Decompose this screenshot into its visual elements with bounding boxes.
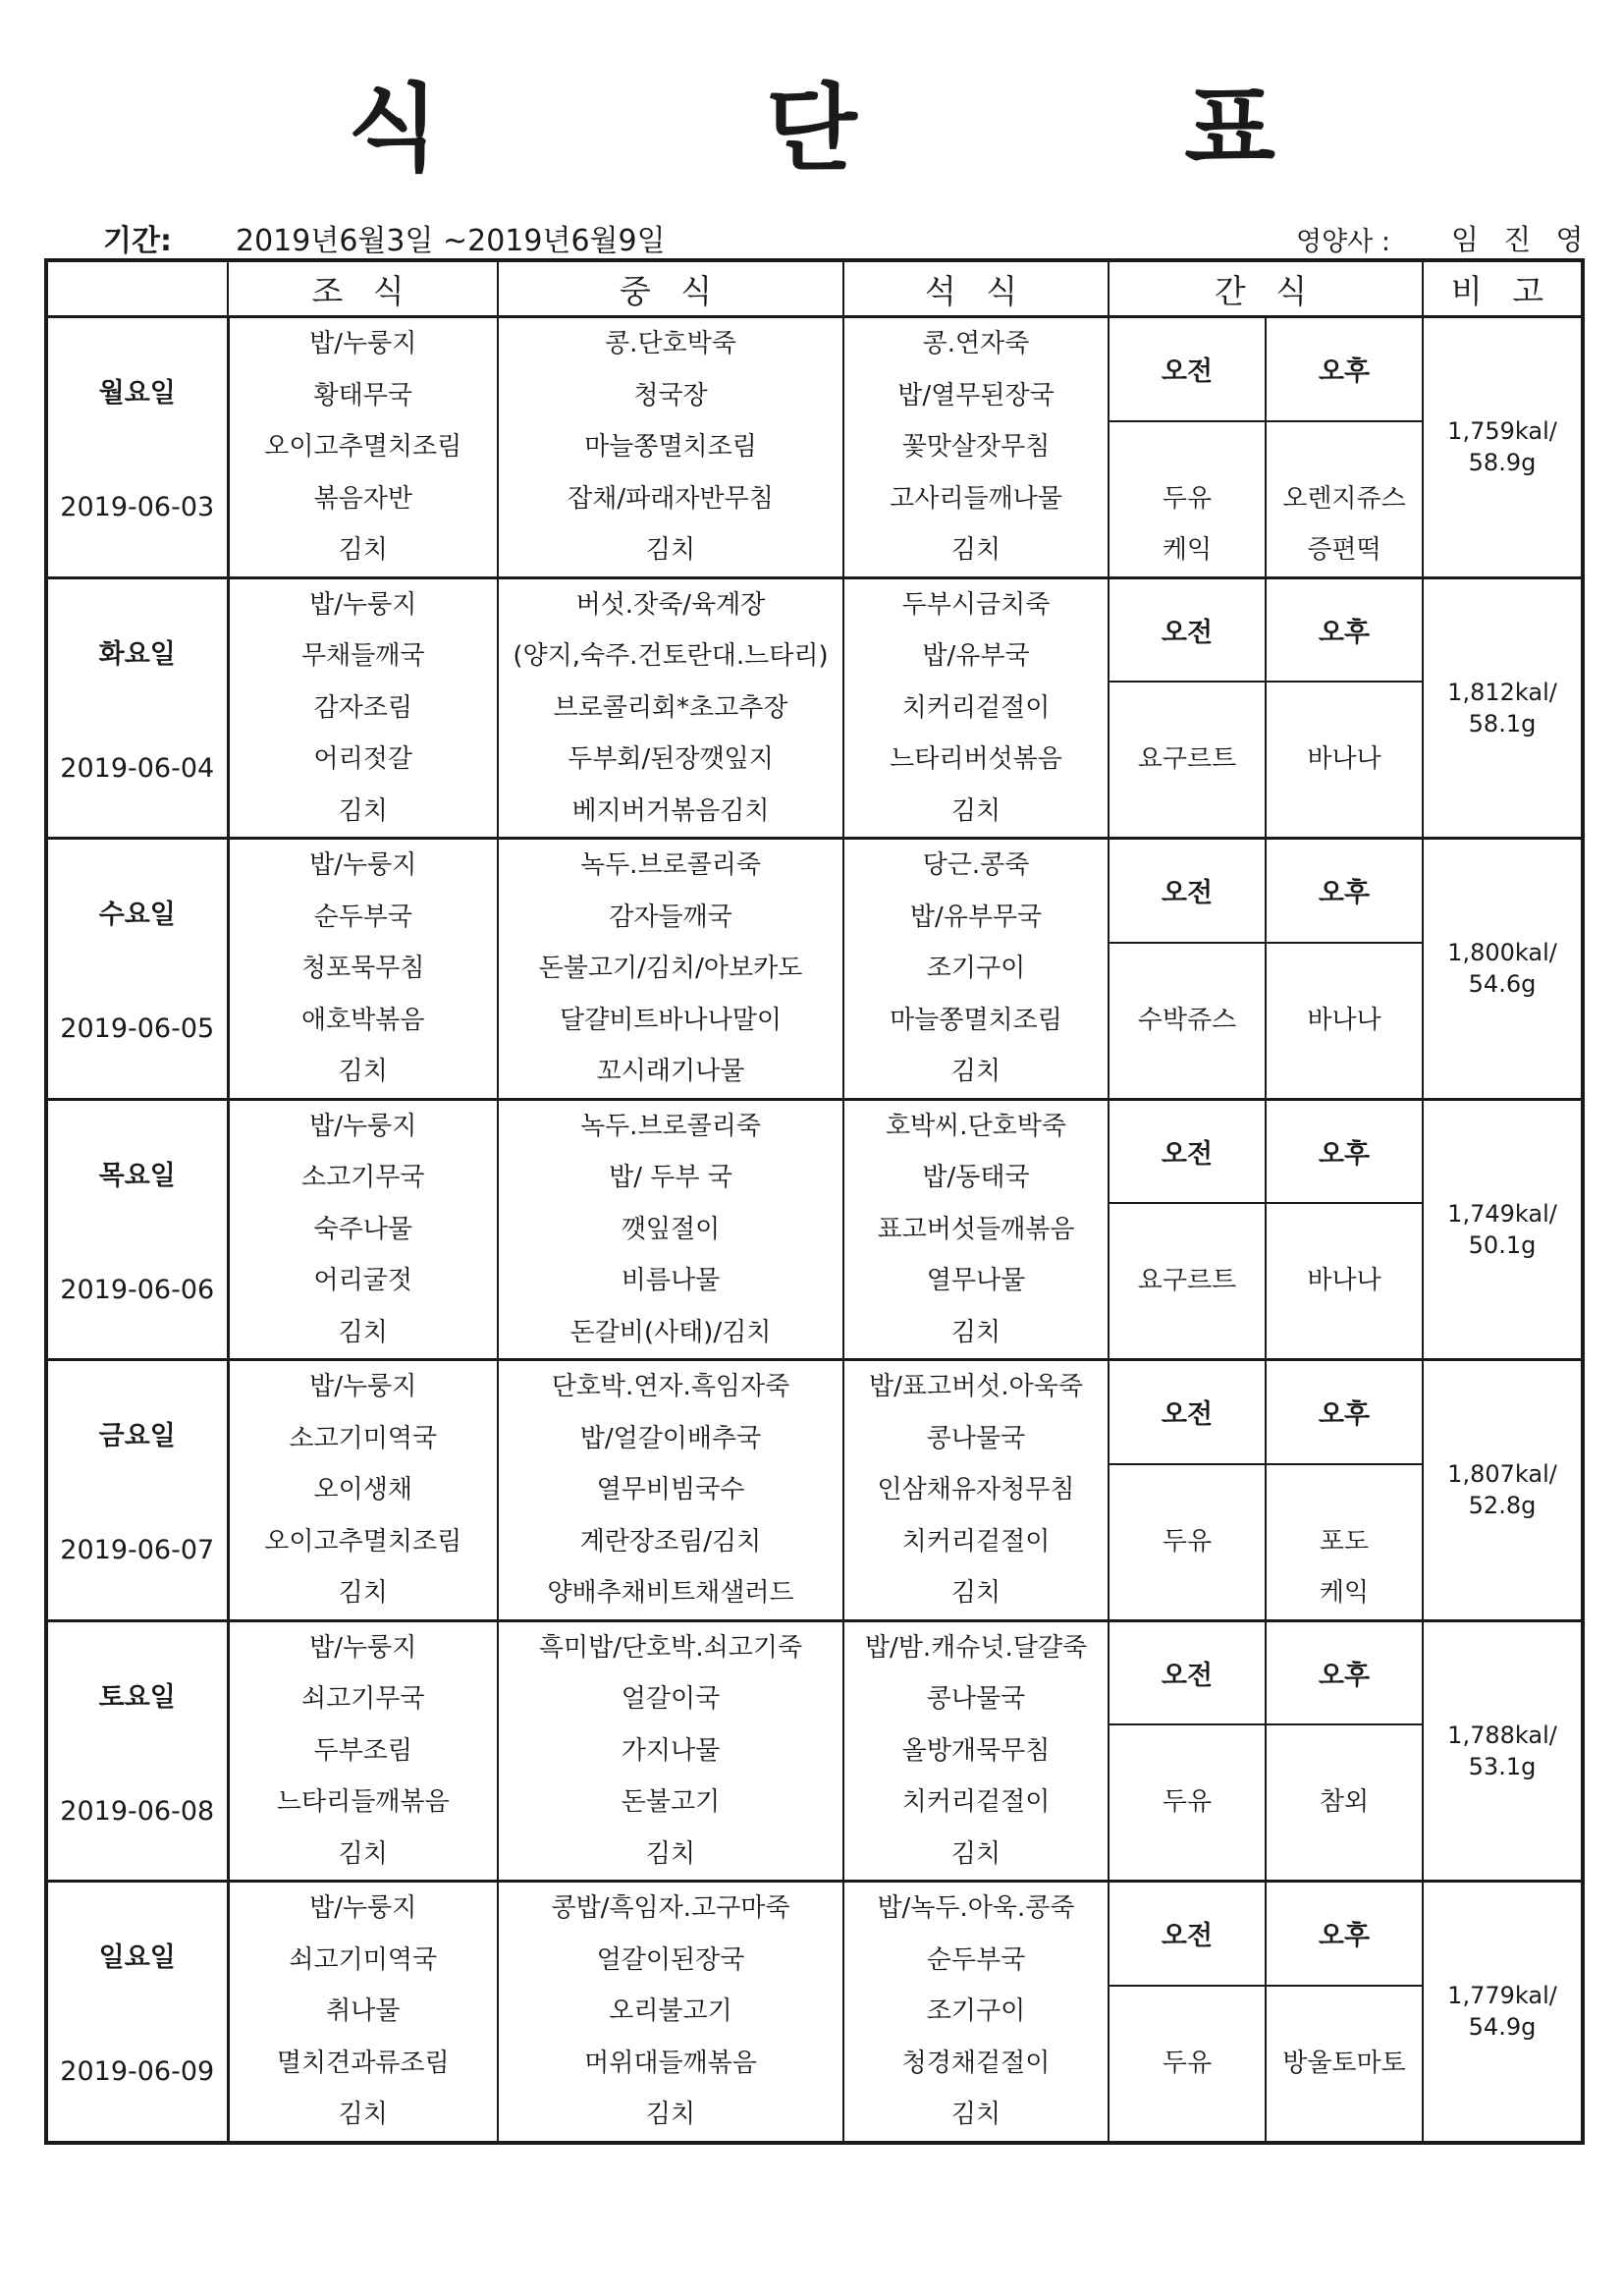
snack-am-header xyxy=(1109,1620,1266,1724)
dinner-dish: 조기구이 xyxy=(926,954,1026,984)
breakfast-dish: 쇠고기미역국 xyxy=(289,1944,438,1975)
snack-am-cell xyxy=(1109,1724,1266,1881)
header-lunch: 중 식 xyxy=(498,260,843,317)
dinner-dish: 당근.콩죽 xyxy=(922,850,1030,881)
dinner-dish: 열무나물 xyxy=(926,1266,1026,1296)
note-protein: 54.9g xyxy=(1468,2013,1537,2042)
snack-pm-item: 참외 xyxy=(1319,1787,1370,1818)
breakfast-dish: 애호박볶음 xyxy=(300,1005,425,1035)
day-name: 토요일 xyxy=(98,1681,176,1713)
lunch-cell xyxy=(498,317,843,578)
menu-table xyxy=(44,258,1585,2145)
header-breakfast: 조 식 xyxy=(228,260,498,317)
lunch-dish: 머위대들깨볶음 xyxy=(584,2048,757,2078)
breakfast-dish: 김치 xyxy=(338,1057,388,1087)
snack-am-item: 요구르트 xyxy=(1137,744,1237,775)
dinner-cell xyxy=(843,839,1109,1100)
lunch-dish: 콩밥/흑임자.고구마죽 xyxy=(551,1893,790,1924)
note-kcal: 1,788kal/ xyxy=(1447,1721,1557,1749)
dinner-dish: 느타리버섯볶음 xyxy=(890,744,1062,775)
snack-am-cell xyxy=(1109,1464,1266,1620)
lunch-dish: 김치 xyxy=(645,1838,696,1869)
dinner-dish: 치커리겉절이 xyxy=(901,1526,1051,1557)
breakfast-dish: 황태무국 xyxy=(313,380,412,410)
breakfast-cell xyxy=(228,839,498,1100)
header-note: 비 고 xyxy=(1423,260,1583,317)
note-protein: 58.1g xyxy=(1468,709,1537,738)
snack-pm-cell xyxy=(1266,1464,1423,1620)
lunch-dish: 돈불고기 xyxy=(621,1787,721,1818)
dinner-dish: 표고버섯들깨볶음 xyxy=(877,1214,1075,1244)
snack-am-label: 오전 xyxy=(1161,1138,1214,1170)
lunch-cell xyxy=(498,1099,843,1360)
snack-pm-cell xyxy=(1266,1203,1423,1359)
breakfast-cell xyxy=(228,1360,498,1621)
breakfast-dish: 두부조림 xyxy=(313,1735,412,1766)
lunch-dish: 밥/ 두부 국 xyxy=(609,1163,732,1193)
breakfast-dish: 김치 xyxy=(338,1317,388,1347)
lunch-dish: (양지,숙주.건토란대.느타리) xyxy=(513,641,829,672)
snack-pm-item: 오렌지쥬스 xyxy=(1282,483,1406,514)
day-name: 수요일 xyxy=(98,900,176,931)
snack-am-label: 오전 xyxy=(1161,1921,1214,1952)
dinner-dish: 밥/유부국 xyxy=(922,641,1030,672)
note-cell xyxy=(1423,317,1583,578)
day-date: 2019-06-07 xyxy=(60,1535,215,1566)
snack-pm-label: 오후 xyxy=(1318,1921,1371,1952)
snack-am-cell xyxy=(1109,943,1266,1099)
dinner-dish: 호박씨.단호박죽 xyxy=(885,1111,1067,1141)
lunch-dish: 청국장 xyxy=(633,380,708,410)
snack-am-cell xyxy=(1109,1203,1266,1359)
note-kcal: 1,749kal/ xyxy=(1447,1199,1557,1228)
dinner-dish: 두부시금치죽 xyxy=(901,589,1051,620)
day-date: 2019-06-04 xyxy=(60,752,215,784)
dinner-dish: 밥/열무된장국 xyxy=(897,380,1055,410)
snack-am-cell xyxy=(1109,1986,1266,2143)
snack-am-header xyxy=(1109,317,1266,421)
dinner-dish: 조기구이 xyxy=(926,1996,1026,2027)
day-name: 월요일 xyxy=(98,378,176,410)
breakfast-dish: 어리젓갈 xyxy=(313,744,412,775)
breakfast-dish: 밥/누룽지 xyxy=(309,329,417,359)
snack-pm-header xyxy=(1266,1360,1423,1464)
dinner-cell xyxy=(843,1360,1109,1621)
header-snack: 간 식 xyxy=(1109,260,1423,317)
breakfast-dish: 쇠고기무국 xyxy=(300,1684,425,1715)
dinner-dish: 콩.연자죽 xyxy=(922,329,1030,359)
note-cell xyxy=(1423,1882,1583,2143)
snack-pm-header xyxy=(1266,1882,1423,1986)
snack-pm-label: 오후 xyxy=(1318,1660,1371,1691)
dinner-dish: 청경채겉절이 xyxy=(901,2048,1051,2078)
snack-pm-item: 바나나 xyxy=(1307,1266,1381,1296)
breakfast-dish: 오이생채 xyxy=(313,1475,412,1505)
breakfast-dish: 밥/누룽지 xyxy=(309,1372,417,1402)
snack-pm-cell xyxy=(1266,943,1423,1099)
dinner-dish: 김치 xyxy=(950,795,1001,826)
lunch-dish: 버섯.잣죽/육계장 xyxy=(575,589,766,620)
dinner-dish: 고사리들깨나물 xyxy=(890,483,1062,514)
snack-am-header xyxy=(1109,577,1266,682)
dinner-dish: 밥/유부무국 xyxy=(909,902,1043,932)
day-date: 2019-06-08 xyxy=(60,1795,215,1827)
breakfast-dish: 밥/누룽지 xyxy=(309,1893,417,1924)
snack-am-header xyxy=(1109,1882,1266,1986)
period-value: 2019년6월3일 ~2019년6월9일 xyxy=(236,224,666,258)
day-cell xyxy=(46,1360,228,1621)
lunch-dish: 녹두.브로콜리죽 xyxy=(579,1111,762,1141)
dinner-dish: 콩나물국 xyxy=(926,1684,1026,1715)
breakfast-dish: 김치 xyxy=(338,795,388,826)
breakfast-dish: 오이고추멸치조림 xyxy=(264,432,462,463)
snack-am-label: 오전 xyxy=(1161,1660,1214,1691)
header-row xyxy=(46,260,1583,317)
lunch-dish: 비름나물 xyxy=(621,1266,721,1296)
snack-am-label: 오전 xyxy=(1161,617,1214,648)
note-protein: 50.1g xyxy=(1468,1230,1537,1259)
lunch-dish: 잡채/파래자반무침 xyxy=(568,483,774,514)
note-kcal: 1,800kal/ xyxy=(1447,939,1557,967)
dinner-dish: 콩나물국 xyxy=(926,1423,1026,1453)
snack-pm-header xyxy=(1266,1620,1423,1724)
breakfast-dish: 밥/누룽지 xyxy=(309,850,417,881)
snack-am-label: 오전 xyxy=(1161,1399,1214,1431)
snack-pm-label: 오후 xyxy=(1318,1399,1371,1431)
snack-am-item: 수박쥬스 xyxy=(1137,1005,1237,1035)
snack-am-item: 두유 xyxy=(1162,1526,1213,1557)
dinner-dish: 인삼채유자청무침 xyxy=(877,1475,1075,1505)
snack-pm-header xyxy=(1266,1099,1423,1203)
lunch-dish: 베지버거볶음김치 xyxy=(571,795,770,826)
breakfast-dish: 숙주나물 xyxy=(313,1214,412,1244)
day-cell xyxy=(46,1620,228,1882)
dinner-dish: 밥/동태국 xyxy=(922,1163,1030,1193)
day-block xyxy=(46,1620,1583,1882)
snack-pm-item: 증편떡 xyxy=(1307,535,1381,566)
day-date: 2019-06-03 xyxy=(60,492,215,523)
note-protein: 54.6g xyxy=(1468,970,1537,999)
breakfast-dish: 김치 xyxy=(338,1838,388,1869)
dinner-dish: 꽃맛살잣무침 xyxy=(901,432,1051,463)
lunch-cell xyxy=(498,839,843,1100)
day-cell xyxy=(46,317,228,578)
snack-am-cell xyxy=(1109,421,1266,577)
day-block xyxy=(46,317,1583,578)
breakfast-cell xyxy=(228,1882,498,2143)
snack-am-header xyxy=(1109,839,1266,943)
snack-am-item: 두유 xyxy=(1162,1787,1213,1818)
lunch-dish: 돈갈비(사태)/김치 xyxy=(569,1317,772,1347)
dinner-dish: 김치 xyxy=(950,1578,1001,1609)
breakfast-dish: 감자조림 xyxy=(313,692,412,723)
lunch-dish: 돈불고기/김치/아보카도 xyxy=(538,954,803,984)
dinner-dish: 올방개묵무침 xyxy=(901,1735,1051,1766)
day-block xyxy=(46,1882,1583,2143)
breakfast-dish: 오이고추멸치조림 xyxy=(264,1526,462,1557)
snack-pm-item: 바나나 xyxy=(1307,1005,1381,1035)
breakfast-cell xyxy=(228,317,498,578)
note-protein: 52.8g xyxy=(1468,1492,1537,1520)
note-kcal: 1,812kal/ xyxy=(1447,678,1557,706)
lunch-dish: 양배추채비트채샐러드 xyxy=(547,1578,794,1609)
day-cell xyxy=(46,1882,228,2143)
day-block xyxy=(46,1360,1583,1621)
lunch-dish: 밥/얼갈이배추국 xyxy=(579,1423,762,1453)
lunch-dish: 감자들깨국 xyxy=(609,902,732,932)
breakfast-dish: 순두부국 xyxy=(313,902,412,932)
day-block xyxy=(46,577,1583,839)
header-day xyxy=(46,260,228,317)
dinner-dish: 순두부국 xyxy=(926,1944,1026,1975)
day-name: 금요일 xyxy=(98,1421,176,1452)
snack-am-item: 두유 xyxy=(1162,2048,1213,2078)
snack-am-item: 요구르트 xyxy=(1137,1266,1237,1296)
note-cell xyxy=(1423,577,1583,839)
snack-am-header xyxy=(1109,1360,1266,1464)
day-date: 2019-06-05 xyxy=(60,1013,215,1045)
snack-pm-cell xyxy=(1266,1986,1423,2143)
note-cell xyxy=(1423,1620,1583,1882)
breakfast-dish: 김치 xyxy=(338,1578,388,1609)
day-name: 목요일 xyxy=(98,1160,176,1191)
snack-pm-label: 오후 xyxy=(1318,1138,1371,1170)
lunch-cell xyxy=(498,1360,843,1621)
dinner-cell xyxy=(843,317,1109,578)
day-date: 2019-06-06 xyxy=(60,1274,215,1305)
lunch-dish: 깻잎절이 xyxy=(621,1214,721,1244)
lunch-dish: 콩.단호박죽 xyxy=(605,329,736,359)
breakfast-dish: 멸치견과류조림 xyxy=(276,2048,450,2078)
snack-pm-item: 케익 xyxy=(1319,1578,1370,1609)
dinner-dish: 치커리겉절이 xyxy=(901,692,1051,723)
dinner-dish: 밥/녹두.아욱.콩죽 xyxy=(877,1893,1075,1924)
snack-am-item: 케익 xyxy=(1162,535,1213,566)
snack-pm-cell xyxy=(1266,421,1423,577)
day-block xyxy=(46,839,1583,1100)
lunch-dish: 흑미밥/단호박.쇠고기죽 xyxy=(538,1632,803,1663)
breakfast-dish: 밥/누룽지 xyxy=(309,589,417,620)
breakfast-dish: 김치 xyxy=(338,535,388,566)
dinner-dish: 김치 xyxy=(950,1838,1001,1869)
breakfast-dish: 밥/누룽지 xyxy=(309,1632,417,1663)
note-kcal: 1,759kal/ xyxy=(1447,417,1557,446)
dinner-dish: 마늘쫑멸치조림 xyxy=(890,1005,1062,1035)
dietitian-label: 영양사 : xyxy=(1296,227,1390,257)
note-kcal: 1,807kal/ xyxy=(1447,1460,1557,1489)
note-protein: 58.9g xyxy=(1468,449,1537,477)
snack-am-cell xyxy=(1109,682,1266,838)
lunch-cell xyxy=(498,1620,843,1882)
breakfast-dish: 밥/누룽지 xyxy=(309,1111,417,1141)
snack-pm-item: 포도 xyxy=(1319,1526,1370,1557)
breakfast-dish: 김치 xyxy=(338,2100,388,2130)
snack-pm-cell xyxy=(1266,1724,1423,1881)
lunch-dish: 가지나물 xyxy=(621,1735,721,1766)
snack-pm-header xyxy=(1266,317,1423,421)
dinner-dish: 김치 xyxy=(950,2100,1001,2130)
snack-pm-item: 방울토마토 xyxy=(1282,2048,1406,2078)
lunch-dish: 녹두.브로콜리죽 xyxy=(579,850,762,881)
dinner-dish: 밥/표고버섯.아욱죽 xyxy=(869,1372,1083,1402)
dinner-dish: 김치 xyxy=(950,1317,1001,1347)
dinner-dish: 김치 xyxy=(950,535,1001,566)
lunch-dish: 계란장조림/김치 xyxy=(579,1526,762,1557)
breakfast-dish: 소고기미역국 xyxy=(289,1423,438,1453)
breakfast-cell xyxy=(228,577,498,839)
breakfast-dish: 취나물 xyxy=(326,1996,401,2027)
breakfast-dish: 볶음자반 xyxy=(313,483,412,514)
breakfast-cell xyxy=(228,1620,498,1882)
snack-pm-header xyxy=(1266,577,1423,682)
dinner-dish: 김치 xyxy=(950,1057,1001,1087)
breakfast-cell xyxy=(228,1099,498,1360)
lunch-dish: 열무비빔국수 xyxy=(596,1475,745,1505)
lunch-dish: 김치 xyxy=(645,2100,696,2130)
breakfast-dish: 어리굴젓 xyxy=(313,1266,412,1296)
lunch-dish: 얼갈이된장국 xyxy=(596,1944,745,1975)
snack-am-label: 오전 xyxy=(1161,878,1214,909)
day-name: 화요일 xyxy=(98,638,176,670)
period-label: 기간: xyxy=(103,224,172,258)
dinner-cell xyxy=(843,1882,1109,2143)
lunch-dish: 김치 xyxy=(645,535,696,566)
snack-pm-label: 오후 xyxy=(1318,878,1371,909)
lunch-cell xyxy=(498,577,843,839)
note-kcal: 1,779kal/ xyxy=(1447,1982,1557,2010)
snack-am-label: 오전 xyxy=(1161,356,1214,388)
breakfast-dish: 청포묵무침 xyxy=(300,954,425,984)
dietitian-name: 임 진 영 xyxy=(1451,223,1592,256)
note-cell xyxy=(1423,1099,1583,1360)
snack-pm-header xyxy=(1266,839,1423,943)
breakfast-dish: 무채들깨국 xyxy=(300,641,425,672)
dinner-dish: 밥/밤.캐슈넛.달걀죽 xyxy=(864,1632,1088,1663)
day-block xyxy=(46,1099,1583,1360)
note-cell xyxy=(1423,1360,1583,1621)
snack-pm-item: 바나나 xyxy=(1307,744,1381,775)
breakfast-dish: 소고기무국 xyxy=(300,1163,425,1193)
note-protein: 53.1g xyxy=(1468,1752,1537,1780)
lunch-dish: 오리불고기 xyxy=(609,1996,732,2027)
dinner-cell xyxy=(843,577,1109,839)
day-date: 2019-06-09 xyxy=(60,2056,215,2088)
lunch-dish: 달걀비트바나나말이 xyxy=(559,1005,783,1035)
day-cell xyxy=(46,839,228,1100)
lunch-dish: 단호박.연자.흑임자죽 xyxy=(551,1372,790,1402)
dinner-dish: 치커리겉절이 xyxy=(901,1787,1051,1818)
lunch-cell xyxy=(498,1882,843,2143)
snack-pm-cell xyxy=(1266,682,1423,838)
lunch-dish: 마늘쫑멸치조림 xyxy=(584,432,757,463)
dinner-cell xyxy=(843,1099,1109,1360)
day-cell xyxy=(46,577,228,839)
snack-am-item: 두유 xyxy=(1162,483,1213,514)
lunch-dish: 브로콜리회*초고추장 xyxy=(553,692,788,723)
snack-am-header xyxy=(1109,1099,1266,1203)
dinner-cell xyxy=(843,1620,1109,1882)
lunch-dish: 두부회/된장깻잎지 xyxy=(568,744,774,775)
snack-pm-label: 오후 xyxy=(1318,356,1371,388)
lunch-dish: 얼갈이국 xyxy=(621,1684,721,1715)
lunch-dish: 꼬시래기나물 xyxy=(596,1057,745,1087)
breakfast-dish: 느타리들깨볶음 xyxy=(276,1787,450,1818)
day-cell xyxy=(46,1099,228,1360)
header-dinner: 석 식 xyxy=(843,260,1109,317)
note-cell xyxy=(1423,839,1583,1100)
page-title: 식 단 표 xyxy=(347,74,1424,184)
day-name: 일요일 xyxy=(98,1942,176,1974)
snack-pm-label: 오후 xyxy=(1318,617,1371,648)
